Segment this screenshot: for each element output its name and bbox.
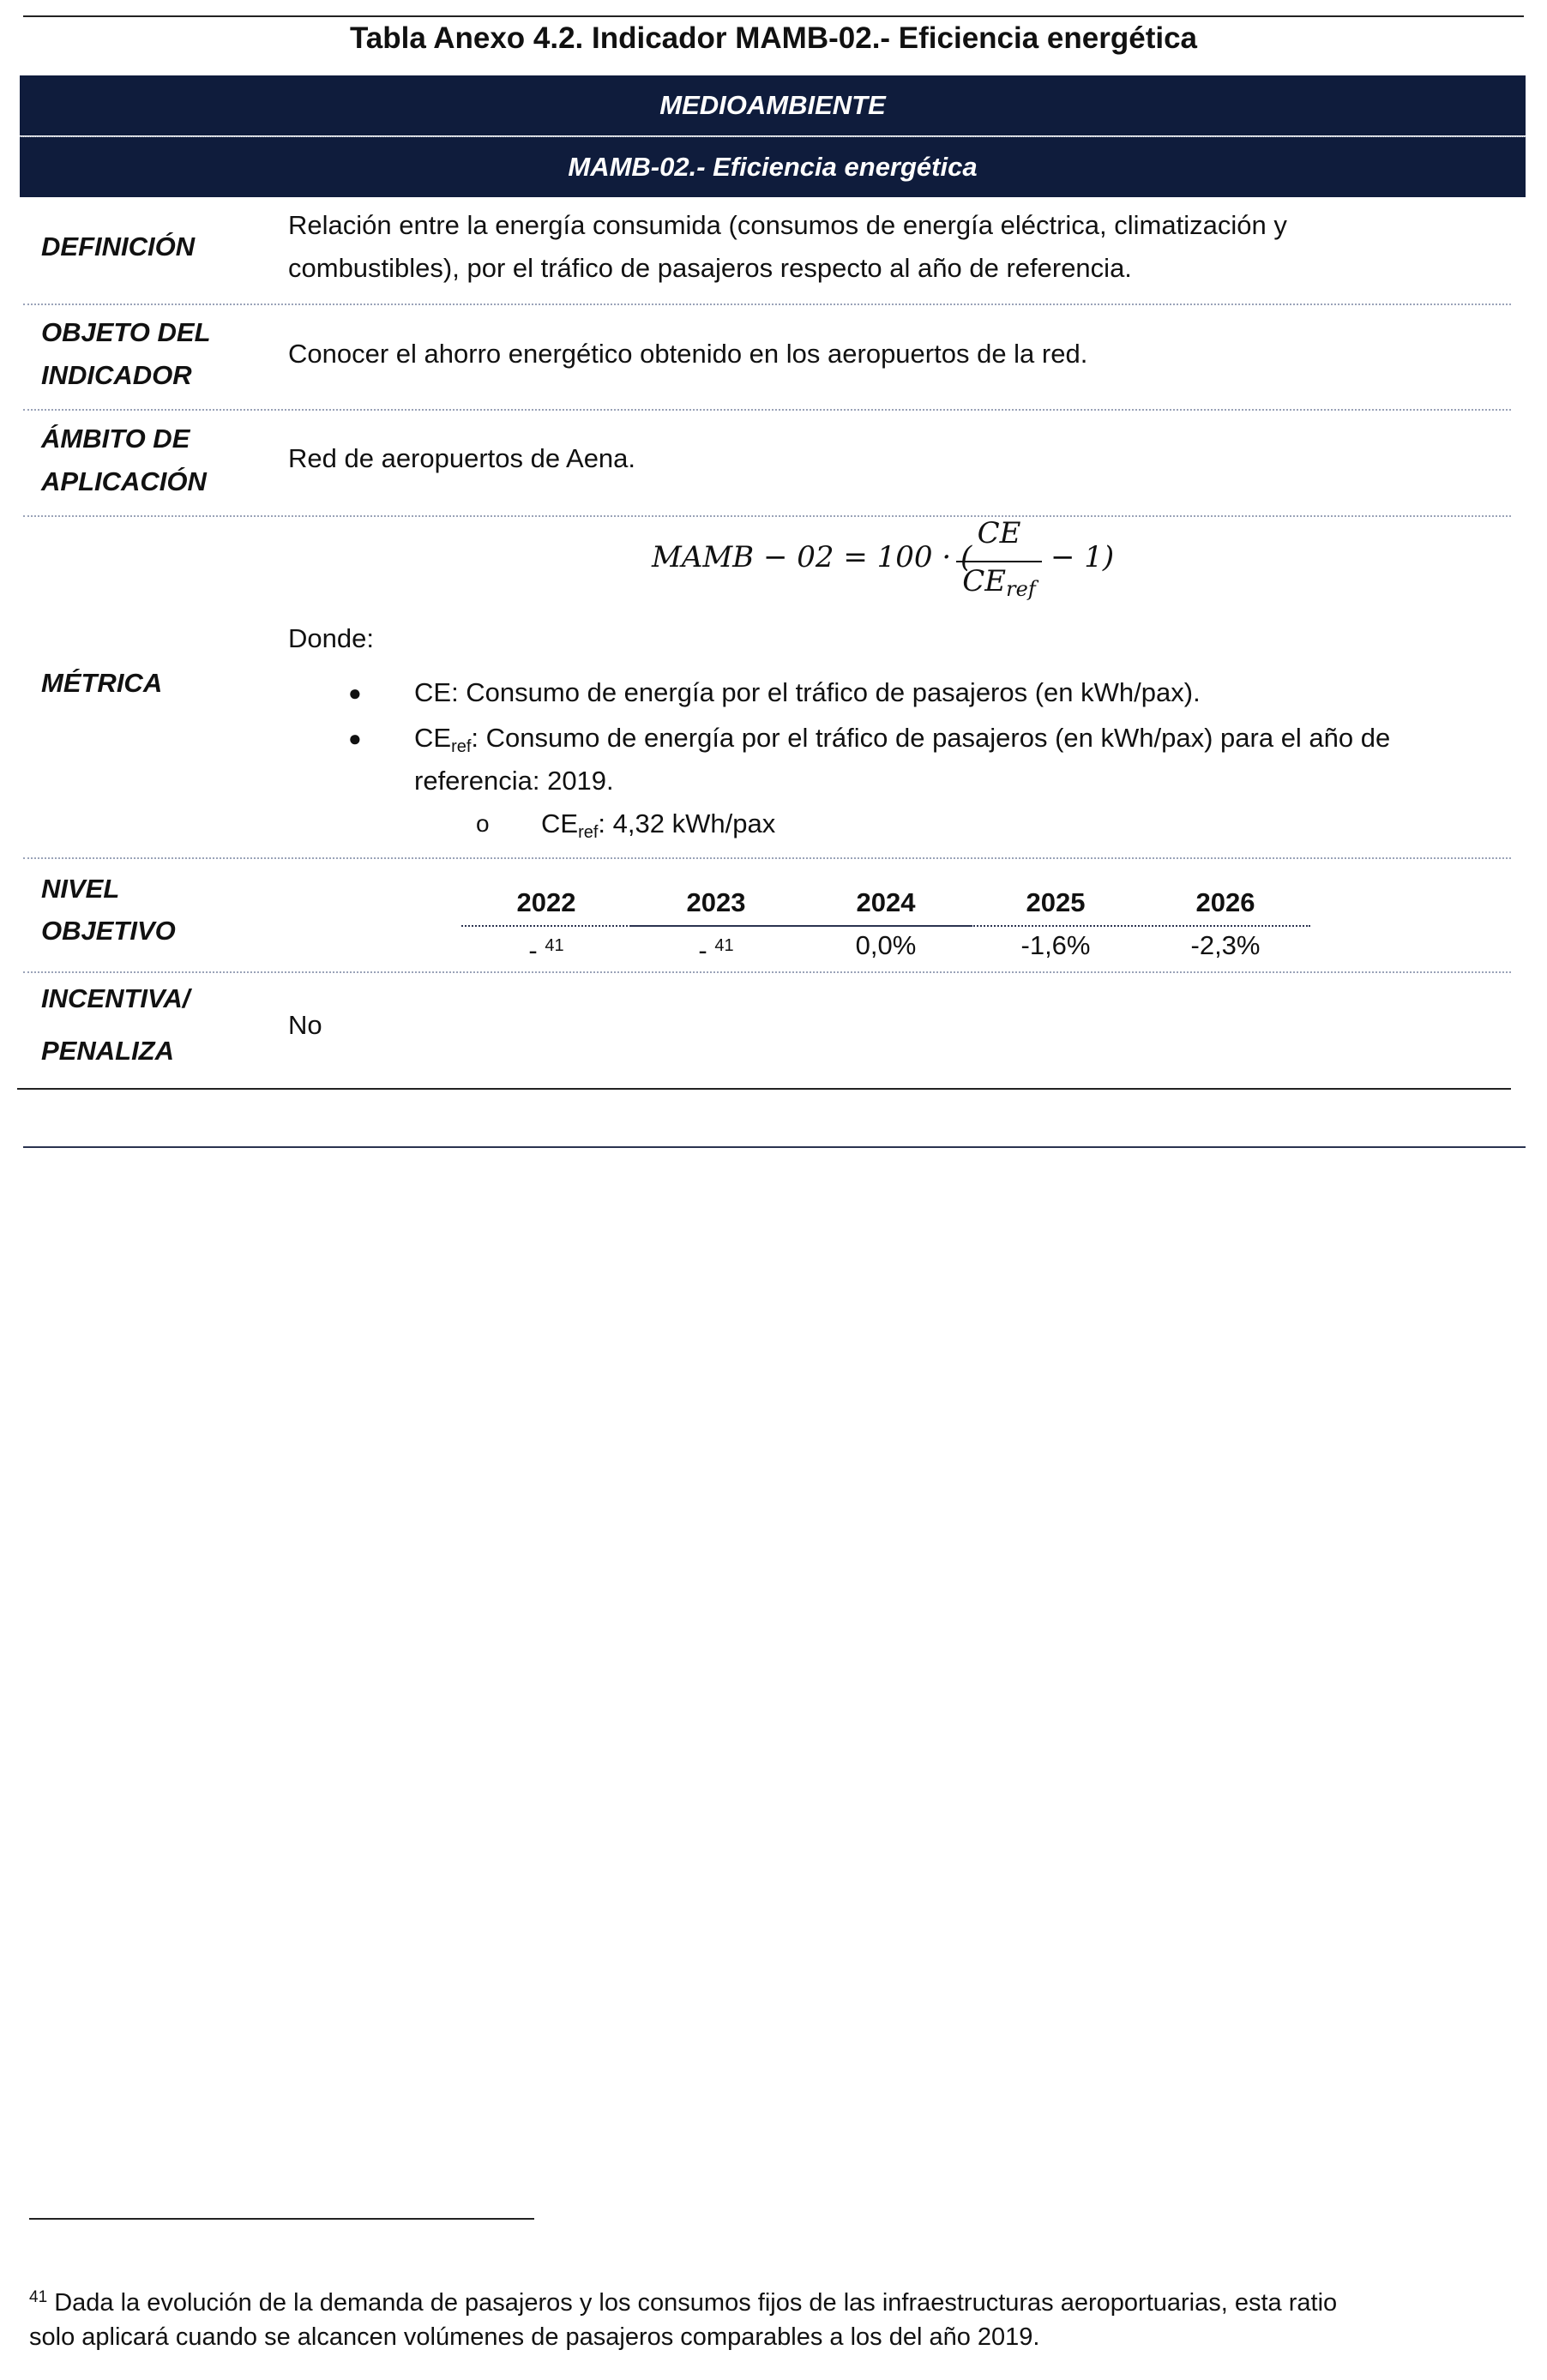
bullet-ce: CE: Consumo de energía por el tráfico de pasajeros (en kWh/pax).	[414, 677, 1201, 707]
bullet-ceref-line-2: referencia: 2019.	[414, 766, 614, 796]
year-header: 2023	[686, 887, 746, 917]
sub-ceref-rest: : 4,32 kWh/pax	[598, 808, 776, 838]
year-header: 2025	[1026, 887, 1086, 917]
footnote-line-1-text: Dada la evolución de la demanda de pasajeros y los consumos fijos de las infraestructuras aeroportuarias, esta ratio	[54, 2289, 1338, 2317]
definicion-line-1: Relación entre la energía consumida (consumos de energía eléctrica, climatización y	[288, 210, 1287, 240]
objeto-label-line-1: OBJETO DEL	[41, 317, 211, 347]
section-rule	[23, 1146, 1526, 1148]
footnote-line-1	[29, 2281, 1521, 2320]
year-header: 2024	[856, 887, 916, 917]
category-header	[20, 75, 1526, 135]
indicator-header-label: MAMB-02.- Eficiencia energética	[568, 152, 978, 182]
category-header-label: MEDIOAMBIENTE	[659, 90, 886, 120]
bullet-icon: ●	[348, 680, 362, 706]
bullet-ceref-prefix: CE	[414, 723, 452, 753]
year-value: -2,3%	[1190, 930, 1261, 960]
objeto-label-line-2: INDICADOR	[41, 360, 192, 390]
formula-denominator	[956, 564, 1042, 601]
year-value-text: -	[698, 935, 715, 965]
formula-numerator: CE	[977, 516, 1021, 550]
bullet-ceref-sub: ref	[451, 737, 472, 756]
bullet-icon: ●	[348, 725, 362, 751]
incentiva-label-line-1: INCENTIVA/	[41, 983, 190, 1013]
year-value	[461, 924, 631, 972]
footnote-separator	[29, 2218, 534, 2220]
top-rule	[23, 15, 1524, 17]
definicion-label: DEFINICIÓN	[41, 231, 196, 261]
donde-label: Donde:	[288, 623, 374, 653]
year-value: -1,6%	[1020, 930, 1091, 960]
sub-ceref-prefix: CE	[541, 808, 579, 838]
table-bottom-rule	[17, 1088, 1511, 1090]
formula-denominator-sub: ref	[1006, 577, 1036, 601]
bullet-ceref-rest: : Consumo de energía por el tráfico de pasajeros (en kWh/pax) para el año de	[471, 723, 1391, 753]
year-value: 0,0%	[855, 930, 917, 960]
formula-denominator-base: CE	[962, 564, 1007, 598]
year-header: 2022	[516, 887, 576, 917]
footnote-ref: 41	[545, 936, 564, 955]
footnote	[29, 2281, 1521, 2354]
row-separator	[23, 304, 1511, 305]
footnote-line-2: solo aplicará cuando se alcancen volúmenes de pasajeros comparables a los del año 2019.	[29, 2323, 1040, 2351]
row-separator	[23, 857, 1511, 859]
ambito-label-line-1: ÁMBITO DE	[41, 424, 190, 454]
ambito-label-line-2: APLICACIÓN	[41, 466, 207, 496]
footnote-ref: 41	[714, 936, 734, 955]
formula-lhs: MAMB − 02 = 100 · (	[652, 540, 972, 574]
definicion-line-2: combustibles), por el tráfico de pasajeros respecto al año de referencia.	[288, 253, 1132, 283]
formula-rhs: − 1)	[1050, 540, 1115, 574]
incentiva-text: No	[288, 1010, 322, 1040]
incentiva-label-line-2: PENALIZA	[41, 1036, 174, 1066]
nivel-label-line-2: OBJETIVO	[41, 916, 176, 946]
row-separator	[23, 971, 1511, 973]
year-value-text: -	[528, 935, 545, 965]
footnote-number: 41	[29, 2288, 48, 2306]
sub-bullet-ceref-value	[541, 802, 775, 854]
sub-bullet-icon: o	[476, 810, 490, 837]
formula-fraction-bar	[956, 561, 1042, 562]
metrica-label: MÉTRICA	[41, 668, 163, 698]
ambito-text: Red de aeropuertos de Aena.	[288, 443, 636, 473]
nivel-label-line-1: NIVEL	[41, 874, 120, 904]
year-value	[631, 924, 801, 972]
metric-formula	[652, 516, 1115, 610]
table-caption: Tabla Anexo 4.2. Indicador MAMB-02.- Eficiencia energética	[349, 21, 1198, 55]
row-separator	[23, 409, 1511, 411]
indicator-header	[20, 137, 1526, 197]
sub-ceref-sub: ref	[578, 823, 599, 842]
objeto-text: Conocer el ahorro energético obtenido en los aeropuertos de la red.	[288, 339, 1088, 369]
year-header: 2026	[1195, 887, 1255, 917]
